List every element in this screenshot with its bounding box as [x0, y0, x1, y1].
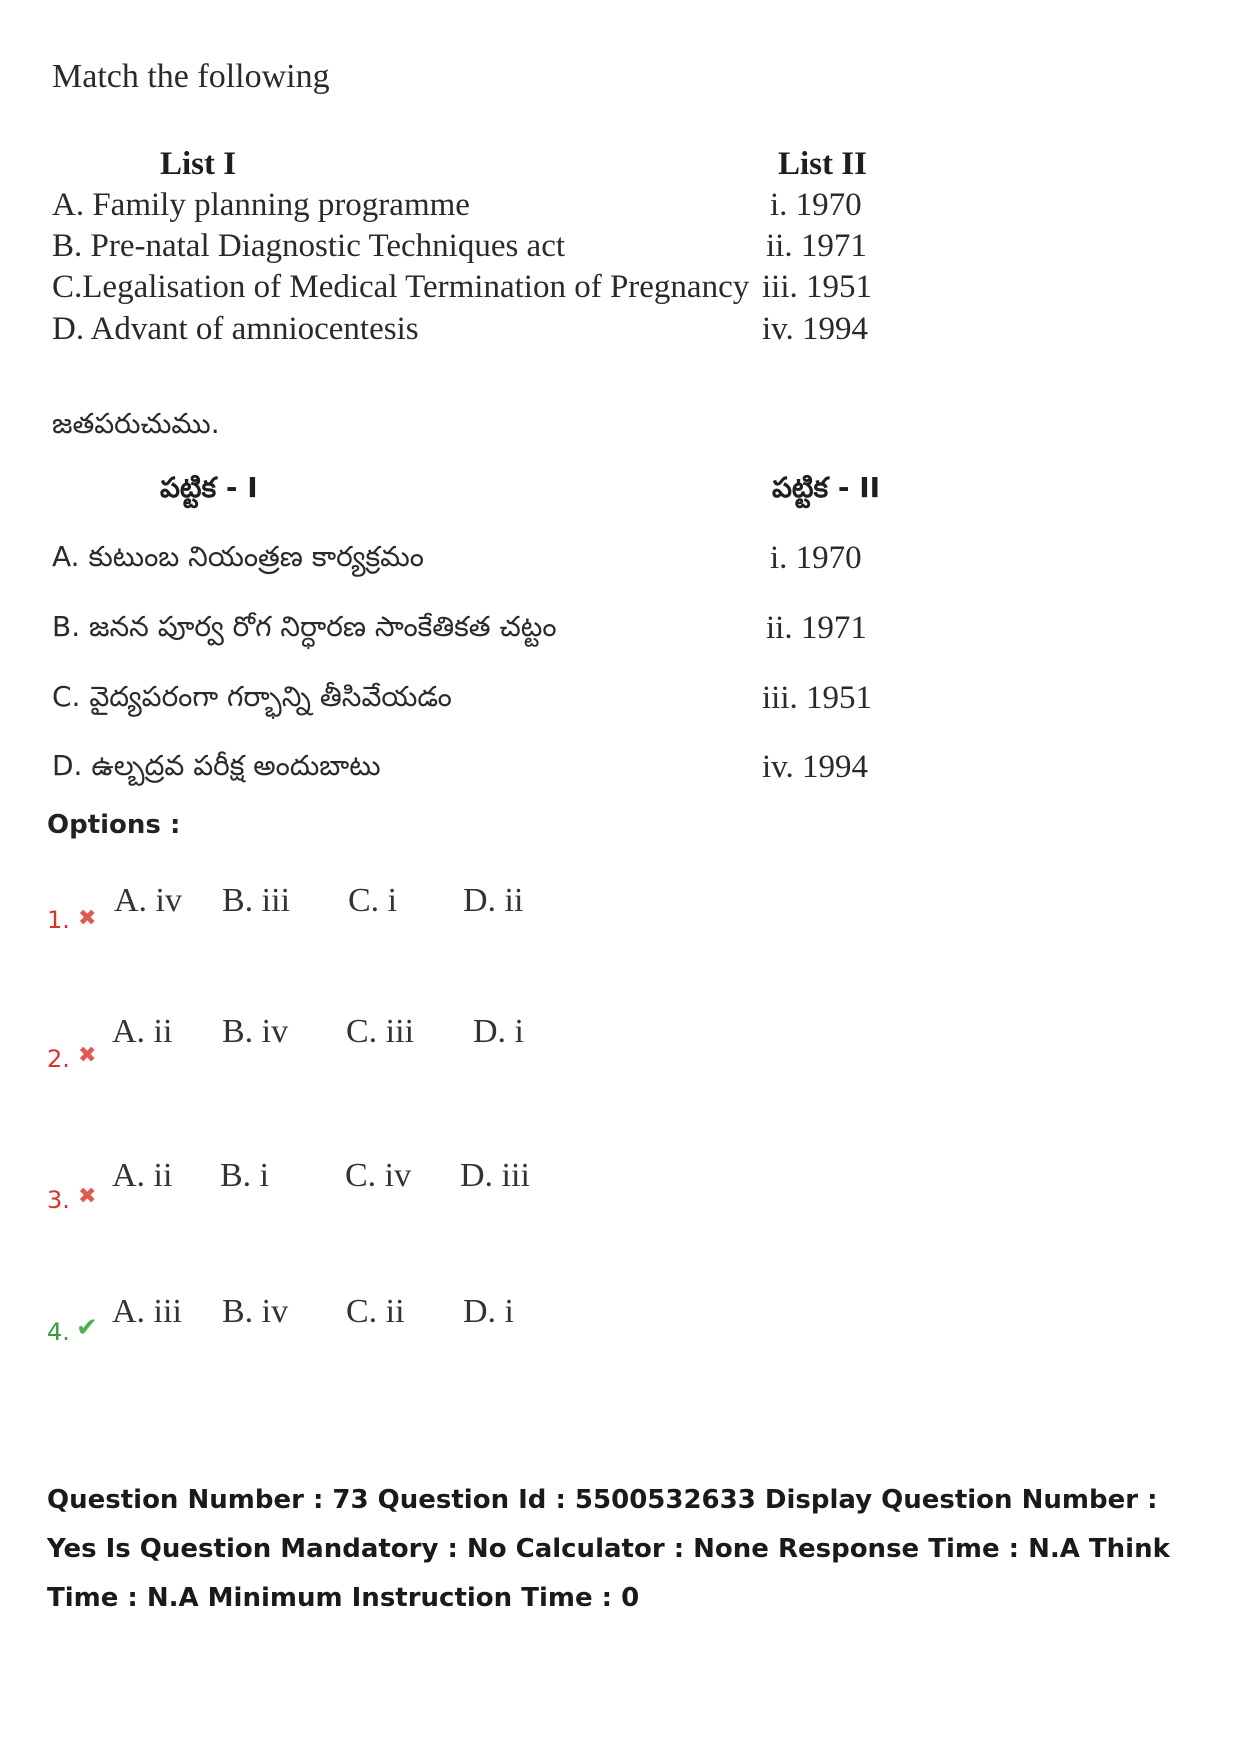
option-1-part-d[interactable]: D. ii [463, 882, 524, 919]
list1-header: List I [160, 146, 237, 182]
option-2-part-a[interactable]: A. ii [112, 1013, 173, 1050]
telugu-list2-item-i: i. 1970 [770, 540, 862, 576]
list1-item-d: D. Advant of amniocentesis [52, 311, 419, 347]
list2-item-i: i. 1970 [770, 187, 862, 223]
option-1-part-b[interactable]: B. iii [222, 882, 291, 919]
list2-header: List II [778, 146, 867, 182]
option-4-part-c[interactable]: C. ii [346, 1293, 405, 1330]
cross-icon: ✖ [78, 1043, 97, 1068]
telugu-list1-header: పట్టిక - I [160, 471, 258, 504]
list1-item-b: B. Pre-natal Diagnostic Techniques act [52, 228, 566, 264]
option-2-part-c[interactable]: C. iii [346, 1013, 415, 1050]
option-1-part-c[interactable]: C. i [348, 882, 398, 919]
telugu-list1-item-b: B. జనన పూర్వ రోగ నిర్ధారణ సాంకేతికత చట్టం [52, 610, 557, 643]
question-metadata: Question Number : 73 Question Id : 5500532633 Display Question Number : Yes Is Question Mandatory : No Calculator : None Response Time : N.A Think Time : N.A Minimum Instruction Time : 0 [47, 1485, 1170, 1613]
option-3-number: 3. [47, 1186, 70, 1214]
option-2-part-d[interactable]: D. i [473, 1013, 524, 1050]
option-3-part-c[interactable]: C. iv [345, 1157, 412, 1194]
list2-item-ii: ii. 1971 [766, 228, 867, 264]
list1-item-a: A. Family planning programme [52, 187, 470, 223]
options-label: Options : [47, 810, 181, 840]
option-2-number: 2. [47, 1045, 70, 1073]
option-2-part-b[interactable]: B. iv [222, 1013, 289, 1050]
option-3-part-a[interactable]: A. ii [112, 1157, 173, 1194]
option-3-part-d[interactable]: D. iii [460, 1157, 530, 1194]
telugu-list1-item-c: C. వైద్యపరంగా గర్భాన్ని తీసివేయడం [52, 680, 452, 713]
list2-item-iii: iii. 1951 [762, 269, 873, 305]
question-title: Match the following [52, 58, 330, 95]
telugu-list2-header: పట్టిక - II [772, 471, 881, 504]
cross-icon: ✖ [78, 906, 97, 931]
option-3-part-b[interactable]: B. i [220, 1157, 270, 1194]
telugu-list1-item-a: A. కుటుంబ నియంత్రణ కార్యక్రమం [52, 540, 424, 573]
option-4-part-d[interactable]: D. i [463, 1293, 514, 1330]
check-icon: ✔ [76, 1313, 98, 1343]
list1-item-c: C.Legalisation of Medical Termination of Pregnancy [52, 269, 750, 305]
telugu-list2-item-iv: iv. 1994 [762, 749, 869, 785]
option-1-number: 1. [47, 906, 70, 934]
option-1-part-a[interactable]: A. iv [114, 882, 182, 919]
option-4-number: 4. [47, 1318, 70, 1346]
telugu-list1-item-d: D. ఉల్బద్రవ పరీక్ష అందుబాటు [52, 749, 381, 782]
option-4-part-a[interactable]: A. iii [112, 1293, 182, 1330]
telugu-list2-item-iii: iii. 1951 [762, 680, 873, 716]
option-4-part-b[interactable]: B. iv [222, 1293, 289, 1330]
cross-icon: ✖ [78, 1184, 97, 1209]
telugu-list2-item-ii: ii. 1971 [766, 610, 867, 646]
list2-item-iv: iv. 1994 [762, 311, 869, 347]
telugu-title: జతపరుచుము. [52, 407, 220, 440]
